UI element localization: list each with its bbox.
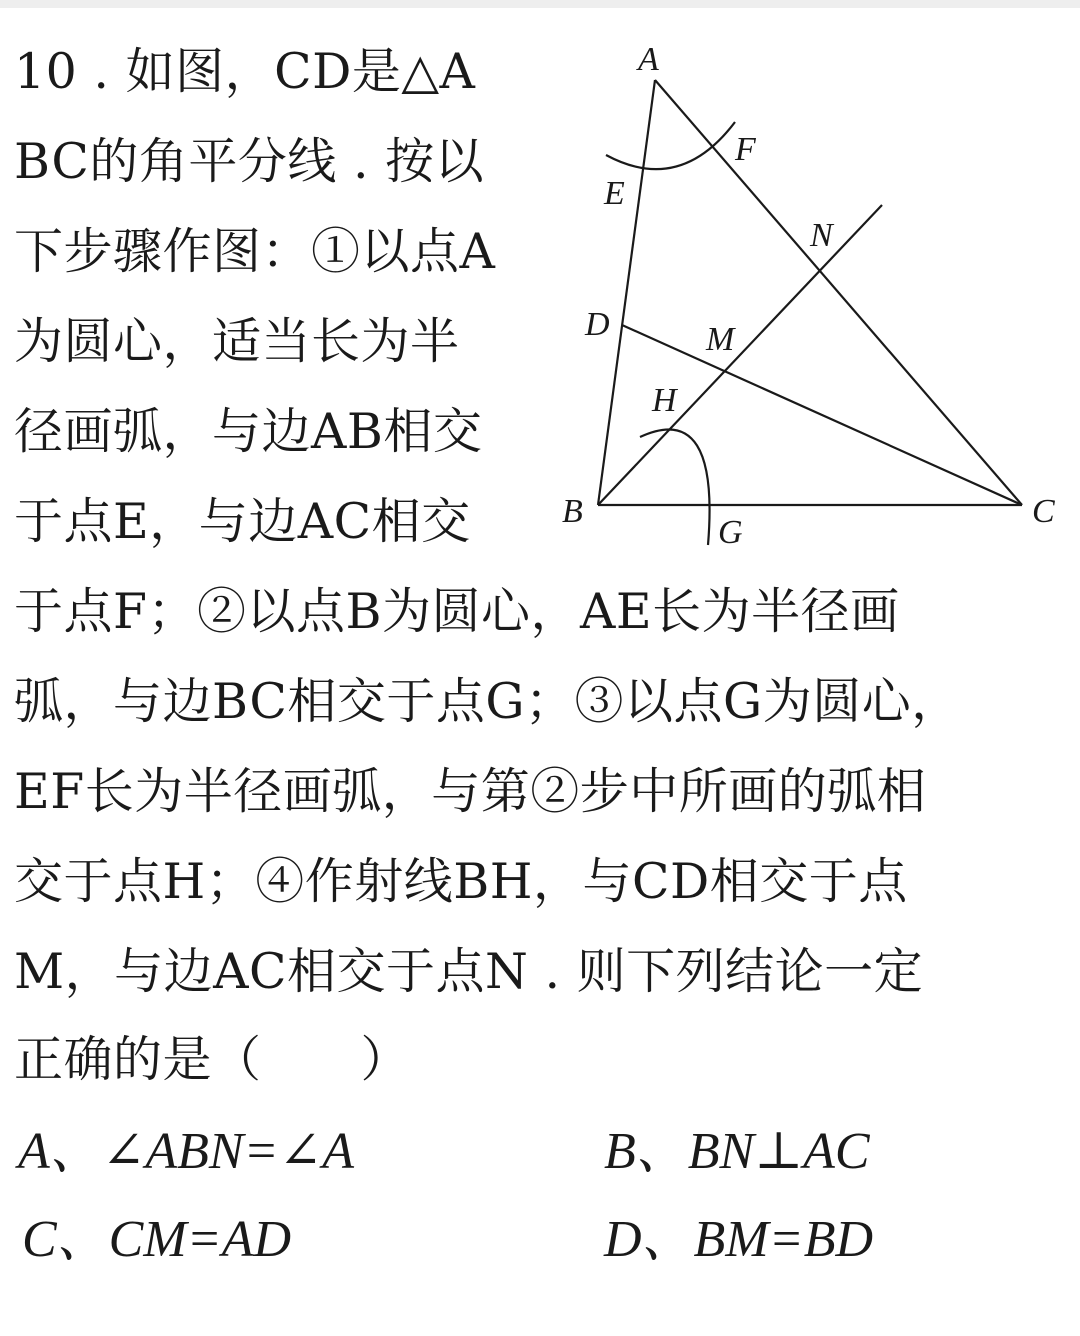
option-c[interactable]: C、CM=AD: [22, 1211, 292, 1268]
question-line-7: 于点F；②以点B为圆心，AE长为半径画: [14, 583, 900, 640]
option-a[interactable]: A、∠ABN=∠A: [18, 1123, 354, 1180]
segment-ac: [655, 80, 1022, 505]
question-line-1: 10 . 如图，CD是△A: [14, 43, 476, 100]
question-line-12: 正确的是（ ）: [14, 1031, 411, 1088]
segment-ab: [598, 80, 655, 505]
label-e: E: [604, 175, 625, 212]
label-m: M: [706, 321, 735, 358]
question-line-4: 为圆心，适当长为半: [14, 313, 460, 370]
option-b[interactable]: B、BN⊥AC: [604, 1123, 870, 1180]
question-line-5: 径画弧，与边AB相交: [14, 403, 483, 460]
label-d: D: [585, 306, 610, 343]
ray-bh: [598, 205, 882, 505]
question-line-3: 下步骤作图：①以点A: [14, 223, 496, 280]
arc-gh: [640, 429, 710, 545]
question-line-6: 于点E，与边AC相交: [14, 493, 471, 550]
label-g: G: [718, 514, 743, 551]
question-line-11: M，与边AC相交于点N . 则下列结论一定: [14, 943, 924, 1000]
triangle-figure: [560, 40, 1070, 560]
top-divider: [0, 0, 1080, 8]
label-f: F: [735, 131, 756, 168]
label-n: N: [810, 217, 833, 254]
label-c: C: [1032, 493, 1055, 530]
question-line-9: EF长为半径画弧，与第②步中所画的弧相: [14, 763, 927, 820]
arc-ef: [606, 122, 735, 169]
label-h: H: [652, 382, 677, 419]
question-line-10: 交于点H；④作射线BH，与CD相交于点: [14, 853, 908, 910]
label-a: A: [638, 41, 659, 78]
question-line-8: 弧，与边BC相交于点G；③以点G为圆心，: [14, 673, 961, 730]
option-d[interactable]: D、BM=BD: [604, 1211, 874, 1268]
label-b: B: [562, 493, 583, 530]
question-line-2: BC的角平分线 . 按以: [14, 133, 485, 190]
